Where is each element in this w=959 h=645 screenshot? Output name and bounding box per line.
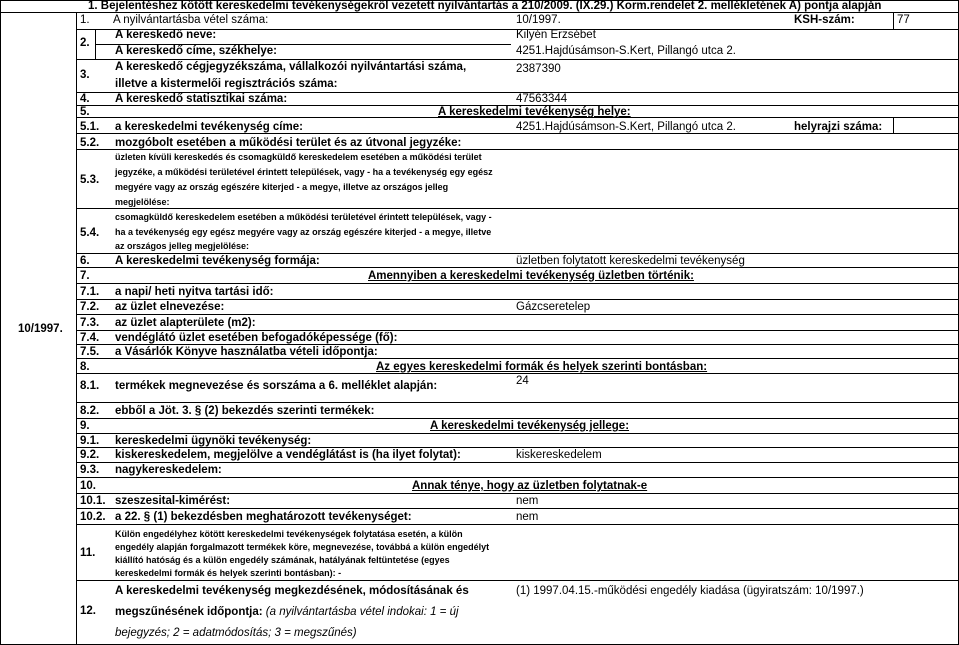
r9-num: 9. (80, 420, 90, 432)
r2-num: 2. (80, 37, 90, 49)
r81-value: 24 (516, 375, 529, 387)
r53-line-3: megyére vagy az ország egészére kiterjed - a megye, illetve az országos jelleg (115, 182, 449, 192)
r3-value: 2387390 (516, 63, 561, 75)
r93-label: nagykereskedelem: (115, 464, 222, 476)
r54-line-3: az országos jelleg megjelölése: (115, 241, 250, 251)
r5-num: 5. (80, 106, 90, 118)
r54-line-2: ha a tevékenység egy egész megyére vagy az ország egészére kiterjed - a megye, illetve (115, 227, 492, 237)
r4-num: 4. (80, 93, 90, 105)
r4-value: 47563344 (516, 93, 568, 105)
r5-heading: A kereskedelmi tevékenység helye: (438, 106, 631, 118)
r11-line-4: kereskedelmi formák és helyek szerinti bontásban): - (115, 568, 342, 578)
r53-line-4: megjelölése: (115, 197, 170, 207)
r71-num: 7.1. (80, 286, 100, 298)
r101-label: szeszesital-kimérést: (115, 495, 231, 507)
r1-num: 1. (80, 14, 90, 26)
r12-line-3: bejegyzés; 2 = adatmódosítás; 3 = megszűnés) (115, 627, 357, 639)
r101-value: nem (516, 495, 539, 507)
r12-line-2-bold: megszűnésének időpontja: (115, 606, 263, 618)
r1-value: 10/1997. (516, 14, 561, 26)
hrsz-label: helyrajzi száma: (794, 121, 883, 133)
r53-line-2: jegyzéke, a működési területével érintett települések, vagy - ha a tevékenység egy egész (115, 167, 493, 177)
ksh-label: KSH-szám: (794, 14, 855, 26)
r72-value: Gázcseretelep (516, 301, 591, 313)
r102-num: 10.2. (80, 511, 106, 523)
r52-num: 5.2. (80, 137, 100, 149)
r75-num: 7.5. (80, 346, 100, 358)
r11-line-1: Külön engedélyhez kötött kereskedelmi tevékenységek folytatása esetén, a külön (115, 529, 463, 539)
r12-num: 12. (80, 605, 96, 617)
r11-num: 11. (80, 547, 96, 559)
r11-line-2: engedély alapján forgalmazott termékek köre, megnevezése, továbbá a külön engedélyt (115, 542, 490, 552)
r10-num: 10. (80, 480, 96, 492)
r51-num: 5.1. (80, 121, 100, 133)
r81-num: 8.1. (80, 380, 100, 392)
r51-label: a kereskedelmi tevékenység címe: (115, 121, 303, 133)
r71-label: a napi/ heti nyitva tartási idő: (115, 286, 274, 298)
r6-label: A kereskedelmi tevékenység formája: (115, 255, 320, 267)
r2-value-name: Kilyén Erzsébet (516, 29, 596, 41)
r7-num: 7. (80, 270, 90, 282)
r2-label-name: A kereskedő neve: (115, 29, 217, 41)
row-label: 10/1997. (18, 323, 63, 335)
r92-num: 9.2. (80, 449, 100, 461)
r12-line-2-italic: (a nyilvántartásba vétel indokai: 1 = új (262, 606, 459, 618)
r2-value-addr: 4251.Hajdúsámson-S.Kert, Pillangó utca 2. (516, 45, 736, 57)
r101-num: 10.1. (80, 495, 106, 507)
r54-line-1: csomagküldő kereskedelem esetében a működési területével érintett települések, vagy - (115, 212, 492, 222)
r12-value: (1) 1997.04.15.-működési engedély kiadása (ügyiratszám: 10/1997.) (516, 585, 864, 597)
r72-num: 7.2. (80, 301, 100, 313)
r73-num: 7.3. (80, 317, 100, 329)
r53-num: 5.3. (80, 174, 100, 186)
r11-line-3: kiállító hatóság és a külön engedély számának, hatályának feltüntetése (egyes (115, 555, 450, 565)
r92-value: kiskereskedelem (516, 449, 602, 461)
r4-label: A kereskedő statisztikai száma: (115, 93, 288, 105)
r81-label: termékek megnevezése és sorszáma a 6. melléklet alapján: (115, 380, 438, 392)
r53-line-1: üzleten kívüli kereskedés és csomagküldő kereskedelem esetében a működési terület (115, 152, 482, 162)
r9-heading: A kereskedelmi tevékenység jellege: (430, 420, 630, 432)
r102-label: a 22. § (1) bekezdésben meghatározott tevékenységet: (115, 511, 412, 523)
r2-label-addr: A kereskedő címe, székhelye: (115, 45, 277, 57)
r73-label: az üzlet alapterülete (m2): (115, 317, 256, 329)
r51-value: 4251.Hajdúsámson-S.Kert, Pillangó utca 2. (516, 121, 736, 133)
r74-label: vendéglátó üzlet esetében befogadóképessége (fő): (115, 332, 398, 344)
r102-value: nem (516, 511, 539, 523)
r74-num: 7.4. (80, 332, 100, 344)
r6-num: 6. (80, 255, 90, 267)
r12-line-1: A kereskedelmi tevékenység megkezdésének, módosításának és (115, 585, 469, 597)
r3-num: 3. (80, 69, 90, 81)
r91-label: kereskedelmi ügynöki tevékenység: (115, 435, 312, 447)
r54-num: 5.4. (80, 227, 100, 239)
r1-label: A nyilvántartásba vétel száma: (113, 14, 269, 26)
r52-label: mozgóbolt esetében a működési terület és az útvonal jegyzéke: (115, 137, 462, 149)
r3-label-1: A kereskedő cégjegyzékszáma, vállalkozói nyilvántartási száma, (115, 61, 467, 73)
r10-heading: Annak ténye, hogy az üzletben folytatnak-e (412, 480, 648, 492)
ksh-value: 77 (897, 14, 910, 26)
r12-line-2 (115, 607, 459, 619)
r3-label-2: illetve a kistermelői regisztrációs száma: (115, 78, 338, 90)
document-header: 1. Bejelentéshez kötött kereskedelmi tevékenységekről vezetett nyilvántartás a 210/2009. (IX.29.) Korm.rendelet 2. mellékletének A) pontja alapján (88, 0, 882, 12)
r82-num: 8.2. (80, 405, 100, 417)
r92-label: kiskereskedelem, megjelölve a vendéglátást is (ha ilyet folytat): (115, 449, 461, 461)
r7-heading: Amennyiben a kereskedelmi tevékenység üzletben történik: (368, 270, 694, 282)
r82-label: ebből a Jöt. 3. § (2) bekezdés szerinti termékek: (115, 405, 375, 417)
r8-heading: Az egyes kereskedelmi formák és helyek szerinti bontásban: (376, 361, 708, 373)
r72-label: az üzlet elnevezése: (115, 301, 225, 313)
r91-num: 9.1. (80, 435, 100, 447)
r93-num: 9.3. (80, 464, 100, 476)
r6-value: üzletben folytatott kereskedelmi tevékenység (516, 255, 745, 267)
r8-num: 8. (80, 361, 90, 373)
r75-label: a Vásárlók Könyve használatba vételi időpontja: (115, 346, 378, 358)
